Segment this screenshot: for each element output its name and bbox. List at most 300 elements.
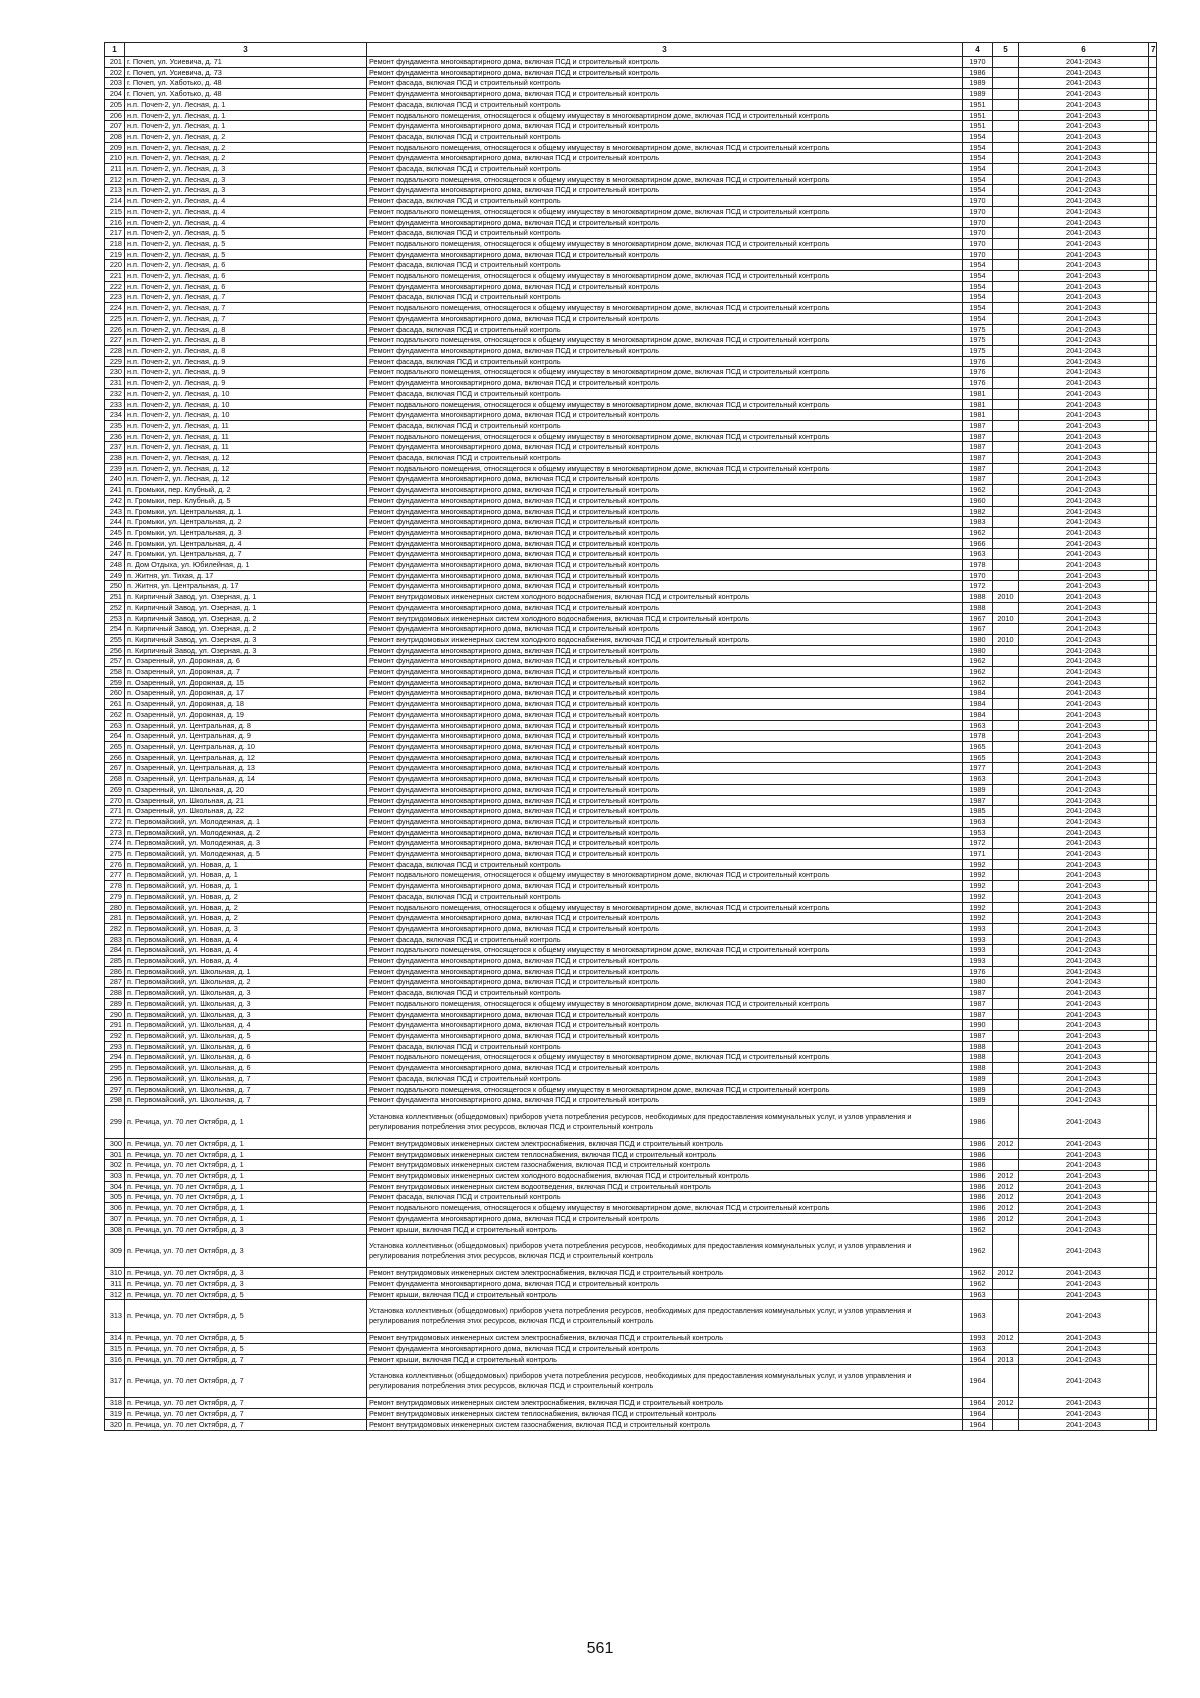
work-type-cell: Ремонт фасада, включая ПСД и строительный контроль — [367, 1192, 963, 1203]
table-row — [105, 816, 1157, 827]
last-repair-year-cell — [993, 89, 1019, 100]
build-year-cell: 1988 — [963, 592, 993, 603]
last-repair-year-cell — [993, 859, 1019, 870]
build-year-cell: 1986 — [963, 1160, 993, 1171]
last-repair-year-cell — [993, 121, 1019, 132]
table-row — [105, 881, 1157, 892]
address-cell: п. Речица, ул. 70 лет Октября, д. 7 — [125, 1409, 367, 1420]
address-cell: п. Кирпичный Завод, ул. Озерная, д. 1 — [125, 592, 367, 603]
work-type-cell: Ремонт подвального помещения, относящегося к общему имуществу в многоквартирном доме, включая ПСД и строительный контроль — [367, 431, 963, 442]
address-cell: п. Первомайский, ул. Новая, д. 4 — [125, 956, 367, 967]
build-year-cell: 1984 — [963, 709, 993, 720]
header-cell: 3 — [367, 43, 963, 57]
table-row — [105, 121, 1157, 132]
last-repair-year-cell — [993, 1009, 1019, 1020]
note-cell — [1149, 1289, 1157, 1300]
address-cell: п. Озаренный, ул. Центральная, д. 9 — [125, 731, 367, 742]
address-cell: п. Первомайский, ул. Школьная, д. 7 — [125, 1073, 367, 1084]
planned-period-cell: 2041-2043 — [1019, 453, 1149, 464]
work-type-cell: Ремонт фундамента многоквартирного дома, включая ПСД и строительный контроль — [367, 602, 963, 613]
note-cell — [1149, 784, 1157, 795]
last-repair-year-cell — [993, 153, 1019, 164]
work-type-cell: Ремонт фундамента многоквартирного дома, включая ПСД и строительный контроль — [367, 795, 963, 806]
note-cell — [1149, 1009, 1157, 1020]
last-repair-year-cell — [993, 57, 1019, 68]
note-cell — [1149, 688, 1157, 699]
work-type-cell: Ремонт фундамента многоквартирного дома, включая ПСД и строительный контроль — [367, 410, 963, 421]
last-repair-year-cell — [993, 238, 1019, 249]
note-cell — [1149, 495, 1157, 506]
row-number: 252 — [105, 602, 125, 613]
address-cell: п. Речица, ул. 70 лет Октября, д. 5 — [125, 1344, 367, 1355]
row-number: 291 — [105, 1020, 125, 1031]
work-type-cell: Ремонт фундамента многоквартирного дома, включая ПСД и строительный контроль — [367, 656, 963, 667]
last-repair-year-cell — [993, 966, 1019, 977]
address-cell: н.п. Почеп-2, ул. Лесная, д. 7 — [125, 313, 367, 324]
last-repair-year-cell — [993, 998, 1019, 1009]
work-type-cell: Ремонт подвального помещения, относящегося к общему имуществу в многоквартирном доме, включая ПСД и строительный контроль — [367, 399, 963, 410]
row-number: 250 — [105, 581, 125, 592]
row-number: 317 — [105, 1365, 125, 1398]
planned-period-cell: 2041-2043 — [1019, 1138, 1149, 1149]
note-cell — [1149, 870, 1157, 881]
last-repair-year-cell: 2012 — [993, 1181, 1019, 1192]
planned-period-cell: 2041-2043 — [1019, 763, 1149, 774]
planned-period-cell: 2041-2043 — [1019, 67, 1149, 78]
table-row — [105, 345, 1157, 356]
build-year-cell: 1954 — [963, 164, 993, 175]
build-year-cell: 1965 — [963, 742, 993, 753]
planned-period-cell: 2041-2043 — [1019, 752, 1149, 763]
planned-period-cell: 2041-2043 — [1019, 634, 1149, 645]
planned-period-cell: 2041-2043 — [1019, 399, 1149, 410]
row-number: 305 — [105, 1192, 125, 1203]
last-repair-year-cell — [993, 923, 1019, 934]
last-repair-year-cell — [993, 463, 1019, 474]
address-cell: п. Первомайский, ул. Школьная, д. 4 — [125, 1020, 367, 1031]
last-repair-year-cell — [993, 378, 1019, 389]
last-repair-year-cell — [993, 196, 1019, 207]
work-type-cell: Ремонт фундамента многоквартирного дома, включая ПСД и строительный контроль — [367, 57, 963, 68]
address-cell: н.п. Почеп-2, ул. Лесная, д. 10 — [125, 399, 367, 410]
table-row — [105, 859, 1157, 870]
table-row — [105, 228, 1157, 239]
planned-period-cell: 2041-2043 — [1019, 1300, 1149, 1333]
work-type-cell: Ремонт фасада, включая ПСД и строительный контроль — [367, 196, 963, 207]
row-number: 274 — [105, 838, 125, 849]
planned-period-cell: 2041-2043 — [1019, 217, 1149, 228]
table-row — [105, 1333, 1157, 1344]
address-cell: п. Первомайский, ул. Школьная, д. 1 — [125, 966, 367, 977]
build-year-cell: 1970 — [963, 238, 993, 249]
work-type-cell: Ремонт фундамента многоквартирного дома, включая ПСД и строительный контроль — [367, 67, 963, 78]
table-row — [105, 634, 1157, 645]
planned-period-cell: 2041-2043 — [1019, 367, 1149, 378]
work-type-cell: Ремонт фундамента многоквартирного дома, включая ПСД и строительный контроль — [367, 838, 963, 849]
last-repair-year-cell — [993, 495, 1019, 506]
build-year-cell: 1954 — [963, 292, 993, 303]
address-cell: п. Речица, ул. 70 лет Октября, д. 3 — [125, 1224, 367, 1235]
table-row — [105, 645, 1157, 656]
build-year-cell: 1977 — [963, 763, 993, 774]
build-year-cell: 1970 — [963, 249, 993, 260]
work-type-cell: Ремонт крыши, включая ПСД и строительный контроль — [367, 1289, 963, 1300]
last-repair-year-cell: 2012 — [993, 1138, 1019, 1149]
work-type-cell: Ремонт внутридомовых инженерных систем холодного водоснабжения, включая ПСД и строительный контроль — [367, 592, 963, 603]
last-repair-year-cell: 2012 — [993, 1268, 1019, 1279]
table-row — [105, 538, 1157, 549]
table-row — [105, 356, 1157, 367]
planned-period-cell: 2041-2043 — [1019, 613, 1149, 624]
build-year-cell: 1954 — [963, 185, 993, 196]
note-cell — [1149, 913, 1157, 924]
work-type-cell: Ремонт подвального помещения, относящегося к общему имуществу в многоквартирном доме, включая ПСД и строительный контроль — [367, 142, 963, 153]
last-repair-year-cell — [993, 1105, 1019, 1138]
build-year-cell: 1963 — [963, 720, 993, 731]
table-row — [105, 1095, 1157, 1106]
planned-period-cell: 2041-2043 — [1019, 260, 1149, 271]
work-type-cell: Ремонт фундамента многоквартирного дома, включая ПСД и строительный контроль — [367, 538, 963, 549]
last-repair-year-cell — [993, 1224, 1019, 1235]
table-row — [105, 388, 1157, 399]
build-year-cell: 1989 — [963, 89, 993, 100]
address-cell: н.п. Почеп-2, ул. Лесная, д. 5 — [125, 228, 367, 239]
address-cell: н.п. Почеп-2, ул. Лесная, д. 1 — [125, 99, 367, 110]
work-type-cell: Ремонт фундамента многоквартирного дома, включая ПСД и строительный контроль — [367, 1009, 963, 1020]
planned-period-cell: 2041-2043 — [1019, 1235, 1149, 1268]
planned-period-cell: 2041-2043 — [1019, 89, 1149, 100]
row-number: 284 — [105, 945, 125, 956]
work-type-cell: Ремонт фундамента многоквартирного дома, включая ПСД и строительный контроль — [367, 827, 963, 838]
planned-period-cell: 2041-2043 — [1019, 153, 1149, 164]
table-row — [105, 1138, 1157, 1149]
note-cell — [1149, 656, 1157, 667]
note-cell — [1149, 1160, 1157, 1171]
work-type-cell: Ремонт фундамента многоквартирного дома, включая ПСД и строительный контроль — [367, 249, 963, 260]
last-repair-year-cell — [993, 977, 1019, 988]
table-row — [105, 57, 1157, 68]
table-row — [105, 131, 1157, 142]
build-year-cell: 1972 — [963, 581, 993, 592]
table-row — [105, 1235, 1157, 1268]
planned-period-cell: 2041-2043 — [1019, 206, 1149, 217]
row-number: 254 — [105, 624, 125, 635]
row-number: 236 — [105, 431, 125, 442]
note-cell — [1149, 1213, 1157, 1224]
work-type-cell: Ремонт подвального помещения, относящегося к общему имуществу в многоквартирном доме, включая ПСД и строительный контроль — [367, 206, 963, 217]
table-row — [105, 1160, 1157, 1171]
address-cell: п. Кирпичный Завод, ул. Озерная, д. 3 — [125, 645, 367, 656]
work-type-cell: Ремонт фундамента многоквартирного дома, включая ПСД и строительный контроль — [367, 474, 963, 485]
build-year-cell: 1962 — [963, 667, 993, 678]
row-number: 277 — [105, 870, 125, 881]
build-year-cell: 1976 — [963, 966, 993, 977]
planned-period-cell: 2041-2043 — [1019, 1009, 1149, 1020]
work-type-cell: Ремонт подвального помещения, относящегося к общему имуществу в многоквартирном доме, включая ПСД и строительный контроль — [367, 902, 963, 913]
planned-period-cell: 2041-2043 — [1019, 731, 1149, 742]
row-number: 311 — [105, 1278, 125, 1289]
last-repair-year-cell — [993, 1300, 1019, 1333]
last-repair-year-cell — [993, 720, 1019, 731]
planned-period-cell: 2041-2043 — [1019, 656, 1149, 667]
planned-period-cell: 2041-2043 — [1019, 57, 1149, 68]
note-cell — [1149, 1171, 1157, 1182]
build-year-cell: 1963 — [963, 774, 993, 785]
planned-period-cell: 2041-2043 — [1019, 1171, 1149, 1182]
planned-period-cell: 2041-2043 — [1019, 1344, 1149, 1355]
last-repair-year-cell — [993, 260, 1019, 271]
note-cell — [1149, 881, 1157, 892]
note-cell — [1149, 1063, 1157, 1074]
last-repair-year-cell — [993, 399, 1019, 410]
table-row — [105, 624, 1157, 635]
note-cell — [1149, 795, 1157, 806]
table-row — [105, 517, 1157, 528]
note-cell — [1149, 859, 1157, 870]
address-cell: п. Первомайский, ул. Новая, д. 4 — [125, 934, 367, 945]
work-type-cell: Ремонт внутридомовых инженерных систем электроснабжения, включая ПСД и строительный контроль — [367, 1138, 963, 1149]
table-row — [105, 1300, 1157, 1333]
table-row — [105, 495, 1157, 506]
build-year-cell: 1964 — [963, 1365, 993, 1398]
table-row — [105, 142, 1157, 153]
build-year-cell: 1988 — [963, 1052, 993, 1063]
address-cell: г. Почеп, ул. Усиевича, д. 73 — [125, 67, 367, 78]
build-year-cell: 1986 — [963, 1203, 993, 1214]
build-year-cell: 1962 — [963, 1224, 993, 1235]
address-cell: п. Первомайский, ул. Новая, д. 4 — [125, 945, 367, 956]
planned-period-cell: 2041-2043 — [1019, 228, 1149, 239]
note-cell — [1149, 527, 1157, 538]
work-type-cell: Ремонт фундамента многоквартирного дома, включая ПСД и строительный контроль — [367, 699, 963, 710]
work-type-cell: Ремонт фасада, включая ПСД и строительный контроль — [367, 420, 963, 431]
work-type-cell: Ремонт фасада, включая ПСД и строительный контроль — [367, 260, 963, 271]
work-type-cell: Ремонт фундамента многоквартирного дома, включая ПСД и строительный контроль — [367, 442, 963, 453]
table-row — [105, 795, 1157, 806]
build-year-cell: 1954 — [963, 142, 993, 153]
row-number: 234 — [105, 410, 125, 421]
planned-period-cell: 2041-2043 — [1019, 977, 1149, 988]
table-row — [105, 1213, 1157, 1224]
planned-period-cell: 2041-2043 — [1019, 378, 1149, 389]
work-type-cell: Ремонт подвального помещения, относящегося к общему имуществу в многоквартирном доме, включая ПСД и строительный контроль — [367, 463, 963, 474]
row-number: 232 — [105, 388, 125, 399]
address-cell: н.п. Почеп-2, ул. Лесная, д. 9 — [125, 356, 367, 367]
work-type-cell: Ремонт фундамента многоквартирного дома, включая ПСД и строительный контроль — [367, 1063, 963, 1074]
note-cell — [1149, 1268, 1157, 1279]
note-cell — [1149, 1052, 1157, 1063]
note-cell — [1149, 560, 1157, 571]
planned-period-cell: 2041-2043 — [1019, 1084, 1149, 1095]
note-cell — [1149, 1138, 1157, 1149]
address-cell: п. Речица, ул. 70 лет Октября, д. 1 — [125, 1149, 367, 1160]
table-row — [105, 1192, 1157, 1203]
build-year-cell: 1960 — [963, 495, 993, 506]
build-year-cell: 1984 — [963, 699, 993, 710]
address-cell: н.п. Почеп-2, ул. Лесная, д. 11 — [125, 420, 367, 431]
address-cell: н.п. Почеп-2, ул. Лесная, д. 1 — [125, 121, 367, 132]
note-cell — [1149, 78, 1157, 89]
note-cell — [1149, 164, 1157, 175]
address-cell: н.п. Почеп-2, ул. Лесная, д. 6 — [125, 260, 367, 271]
last-repair-year-cell — [993, 549, 1019, 560]
work-type-cell: Установка коллективных (общедомовых) приборов учета потребления ресурсов, необходимых для предоставления коммунальных услуг, и узлов управления и регулирования потребления этих ресурсов, включая ПСД и строительный контроль — [367, 1300, 963, 1333]
planned-period-cell: 2041-2043 — [1019, 1149, 1149, 1160]
address-cell: н.п. Почеп-2, ул. Лесная, д. 2 — [125, 131, 367, 142]
planned-period-cell: 2041-2043 — [1019, 1052, 1149, 1063]
address-cell: п. Озаренный, ул. Дорожная, д. 15 — [125, 677, 367, 688]
note-cell — [1149, 1224, 1157, 1235]
work-type-cell: Ремонт подвального помещения, относящегося к общему имуществу в многоквартирном доме, включая ПСД и строительный контроль — [367, 1052, 963, 1063]
build-year-cell: 1964 — [963, 1409, 993, 1420]
address-cell: п. Первомайский, ул. Школьная, д. 6 — [125, 1052, 367, 1063]
build-year-cell: 1993 — [963, 923, 993, 934]
table-row — [105, 196, 1157, 207]
note-cell — [1149, 1354, 1157, 1365]
build-year-cell: 1951 — [963, 110, 993, 121]
build-year-cell: 1954 — [963, 303, 993, 314]
work-type-cell: Ремонт фундамента многоквартирного дома, включая ПСД и строительный контроль — [367, 281, 963, 292]
build-year-cell: 1989 — [963, 78, 993, 89]
note-cell — [1149, 538, 1157, 549]
table-row — [105, 763, 1157, 774]
note-cell — [1149, 345, 1157, 356]
note-cell — [1149, 549, 1157, 560]
table-row — [105, 784, 1157, 795]
address-cell: н.п. Почеп-2, ул. Лесная, д. 12 — [125, 474, 367, 485]
table-row — [105, 110, 1157, 121]
planned-period-cell: 2041-2043 — [1019, 560, 1149, 571]
build-year-cell: 1986 — [963, 1181, 993, 1192]
row-number: 276 — [105, 859, 125, 870]
table-row — [105, 699, 1157, 710]
planned-period-cell: 2041-2043 — [1019, 527, 1149, 538]
repair-schedule-table — [104, 42, 1157, 1431]
last-repair-year-cell — [993, 560, 1019, 571]
row-number: 228 — [105, 345, 125, 356]
planned-period-cell: 2041-2043 — [1019, 592, 1149, 603]
address-cell: п. Озаренный, ул. Центральная, д. 8 — [125, 720, 367, 731]
row-number: 246 — [105, 538, 125, 549]
address-cell: н.п. Почеп-2, ул. Лесная, д. 1 — [125, 110, 367, 121]
planned-period-cell: 2041-2043 — [1019, 410, 1149, 421]
address-cell: п. Первомайский, ул. Школьная, д. 6 — [125, 1041, 367, 1052]
planned-period-cell: 2041-2043 — [1019, 1030, 1149, 1041]
table-row — [105, 506, 1157, 517]
table-row — [105, 153, 1157, 164]
note-cell — [1149, 581, 1157, 592]
table-row — [105, 902, 1157, 913]
address-cell: п. Озаренный, ул. Дорожная, д. 18 — [125, 699, 367, 710]
work-type-cell: Ремонт подвального помещения, относящегося к общему имуществу в многоквартирном доме, включая ПСД и строительный контроль — [367, 303, 963, 314]
row-number: 262 — [105, 709, 125, 720]
note-cell — [1149, 1149, 1157, 1160]
address-cell: п. Речица, ул. 70 лет Октября, д. 5 — [125, 1289, 367, 1300]
note-cell — [1149, 388, 1157, 399]
note-cell — [1149, 1073, 1157, 1084]
work-type-cell: Ремонт фундамента многоквартирного дома, включая ПСД и строительный контроль — [367, 517, 963, 528]
planned-period-cell: 2041-2043 — [1019, 164, 1149, 175]
work-type-cell: Ремонт внутридомовых инженерных систем электроснабжения, включая ПСД и строительный контроль — [367, 1268, 963, 1279]
note-cell — [1149, 699, 1157, 710]
address-cell: п. Речица, ул. 70 лет Октября, д. 7 — [125, 1398, 367, 1409]
last-repair-year-cell — [993, 110, 1019, 121]
note-cell — [1149, 1398, 1157, 1409]
table-row — [105, 998, 1157, 1009]
table-row — [105, 602, 1157, 613]
planned-period-cell: 2041-2043 — [1019, 1213, 1149, 1224]
table-row — [105, 1149, 1157, 1160]
planned-period-cell: 2041-2043 — [1019, 506, 1149, 517]
build-year-cell: 1954 — [963, 271, 993, 282]
row-number: 300 — [105, 1138, 125, 1149]
row-number: 238 — [105, 453, 125, 464]
work-type-cell: Ремонт фундамента многоквартирного дома, включая ПСД и строительный контроль — [367, 527, 963, 538]
note-cell — [1149, 1041, 1157, 1052]
note-cell — [1149, 442, 1157, 453]
address-cell: н.п. Почеп-2, ул. Лесная, д. 3 — [125, 164, 367, 175]
table-row — [105, 806, 1157, 817]
work-type-cell: Ремонт подвального помещения, относящегося к общему имуществу в многоквартирном доме, включая ПСД и строительный контроль — [367, 1203, 963, 1214]
address-cell: п. Озаренный, ул. Дорожная, д. 17 — [125, 688, 367, 699]
work-type-cell: Ремонт внутридомовых инженерных систем газоснабжения, включая ПСД и строительный контроль — [367, 1419, 963, 1430]
table-row — [105, 1009, 1157, 1020]
build-year-cell: 1989 — [963, 1084, 993, 1095]
note-cell — [1149, 89, 1157, 100]
table-row — [105, 420, 1157, 431]
row-number: 314 — [105, 1333, 125, 1344]
last-repair-year-cell — [993, 1063, 1019, 1074]
build-year-cell: 1987 — [963, 474, 993, 485]
header-cell: 7 — [1149, 43, 1157, 57]
work-type-cell: Ремонт фасада, включая ПСД и строительный контроль — [367, 292, 963, 303]
build-year-cell: 1971 — [963, 849, 993, 860]
row-number: 296 — [105, 1073, 125, 1084]
row-number: 319 — [105, 1409, 125, 1420]
work-type-cell: Ремонт фасада, включая ПСД и строительный контроль — [367, 453, 963, 464]
build-year-cell: 1985 — [963, 806, 993, 817]
build-year-cell: 1975 — [963, 335, 993, 346]
row-number: 288 — [105, 988, 125, 999]
last-repair-year-cell: 2010 — [993, 613, 1019, 624]
planned-period-cell: 2041-2043 — [1019, 1409, 1149, 1420]
build-year-cell: 1978 — [963, 731, 993, 742]
row-number: 251 — [105, 592, 125, 603]
table-row — [105, 174, 1157, 185]
row-number: 271 — [105, 806, 125, 817]
last-repair-year-cell — [993, 356, 1019, 367]
work-type-cell: Ремонт фасада, включая ПСД и строительный контроль — [367, 859, 963, 870]
planned-period-cell: 2041-2043 — [1019, 549, 1149, 560]
last-repair-year-cell — [993, 816, 1019, 827]
row-number: 318 — [105, 1398, 125, 1409]
table-row — [105, 463, 1157, 474]
table-row — [105, 485, 1157, 496]
work-type-cell: Ремонт фундамента многоквартирного дома, включая ПСД и строительный контроль — [367, 570, 963, 581]
build-year-cell: 1987 — [963, 442, 993, 453]
note-cell — [1149, 474, 1157, 485]
last-repair-year-cell — [993, 335, 1019, 346]
row-number: 215 — [105, 206, 125, 217]
last-repair-year-cell — [993, 1030, 1019, 1041]
work-type-cell: Ремонт фундамента многоквартирного дома, включая ПСД и строительный контроль — [367, 816, 963, 827]
table-row — [105, 431, 1157, 442]
last-repair-year-cell — [993, 420, 1019, 431]
planned-period-cell: 2041-2043 — [1019, 998, 1149, 1009]
row-number: 268 — [105, 774, 125, 785]
build-year-cell: 1993 — [963, 956, 993, 967]
build-year-cell: 1987 — [963, 1030, 993, 1041]
